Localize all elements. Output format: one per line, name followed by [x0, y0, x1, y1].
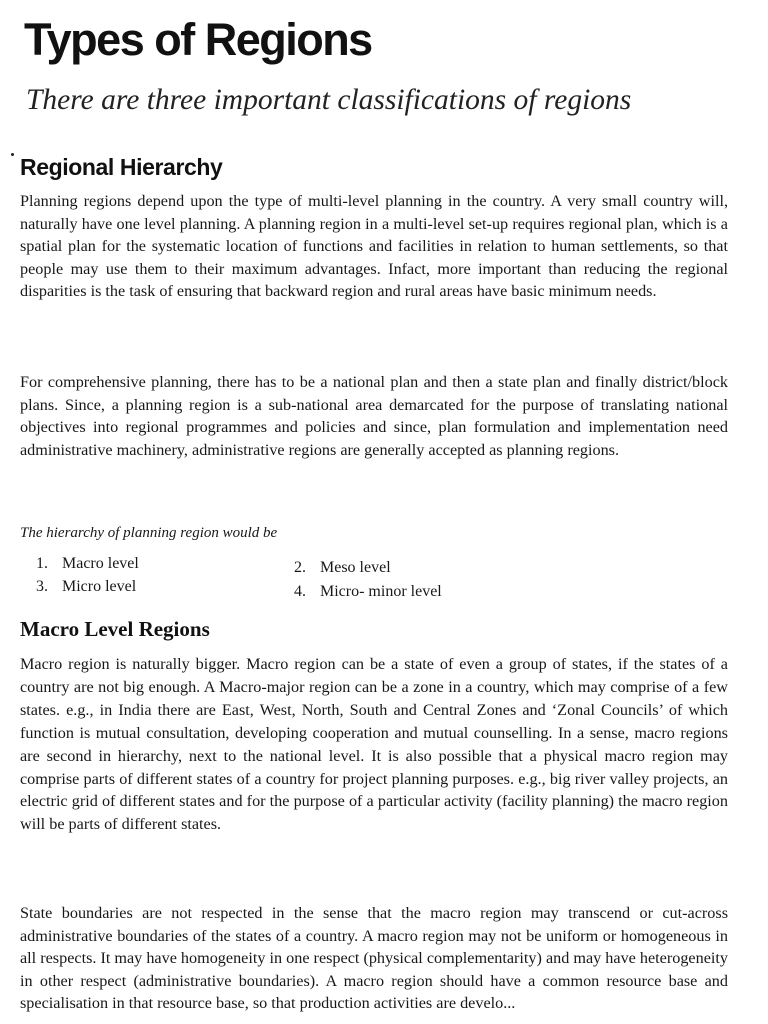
section-heading-regional-hierarchy: Regional Hierarchy: [20, 154, 223, 180]
hierarchy-item-label: Micro- minor level: [320, 583, 442, 600]
hierarchy-item-meso: [294, 558, 391, 578]
page-title: Types of Regions: [24, 14, 372, 65]
paragraph-state-boundaries: State boundaries are not respected in the sense that the macro region may transcend or cut-across administrative boundaries of the states of a country. A macro region may not be uniform or homogeneous in all respects. It may have homogeneity in one respect (physical complementarity) and may have heterogeneity in other respect (administrative boundaries). A macro region should have a common resource base and specialisation in that resource base, so that production activities are develo...: [20, 904, 728, 1013]
paragraph-comprehensive-planning: For comprehensive planning, there has to be a national plan and then a state plan and finally district/block plans. Since, a planning region is a sub-national area demarcated for the purpose of translating national objectives into regional programmes and policies and since, plan formulation and implementation need administrative machinery, administrative regions are generally accepted as planning regions.: [20, 373, 728, 459]
hierarchy-item-label: Micro level: [62, 578, 137, 595]
paragraph-planning-regions: Planning regions depend upon the type of multi-level planning in the country. A very small country will, naturally have one level planning. A planning region in a multi-level set-up requires regional plan, which is a spatial plan for the systematic location of functions and facilities in relation to human settlements, so that people may use them to their maximum advantages. Infact, more important than reducing the regional disparities is the task of ensuring that backward region and rural areas have basic minimum needs.: [20, 192, 728, 301]
speck-mark: [11, 153, 14, 156]
hierarchy-item-micro-minor: [294, 582, 442, 602]
hierarchy-number: 2.: [294, 559, 306, 576]
hierarchy-item-macro: [36, 554, 139, 574]
page-subtitle: There are three important classifications of regions: [26, 84, 632, 116]
hierarchy-label: The hierarchy of planning region would be: [20, 525, 278, 541]
hierarchy-list: [36, 554, 516, 602]
hierarchy-item-micro: [36, 577, 136, 597]
hierarchy-item-label: Meso level: [320, 559, 391, 576]
hierarchy-number: 4.: [294, 583, 306, 600]
paragraph-macro-region: Macro region is naturally bigger. Macro region can be a state of even a group of states, if the states of a country are not big enough. A Macro-major region can be a zone in a country, which may comprise of a few states. e.g., in India there are East, West, North, South and Central Zones and ‘Zonal Councils’ of which function is mutual consultation, developing cooperation and mutual counselling. In a sense, macro regions are second in hierarchy, next to the national level. It is also possible that a physical macro region may comprise parts of different states of a country for project planning purposes. e.g., big river valley projects, an electric grid of different states and for the purpose of a particular activity (facility planning) the macro region will be parts of different states.: [20, 655, 728, 834]
section-heading-macro-level-regions: Macro Level Regions: [20, 617, 210, 641]
hierarchy-number: 3.: [36, 578, 48, 595]
hierarchy-item-label: Macro level: [62, 555, 139, 572]
hierarchy-number: 1.: [36, 555, 48, 572]
